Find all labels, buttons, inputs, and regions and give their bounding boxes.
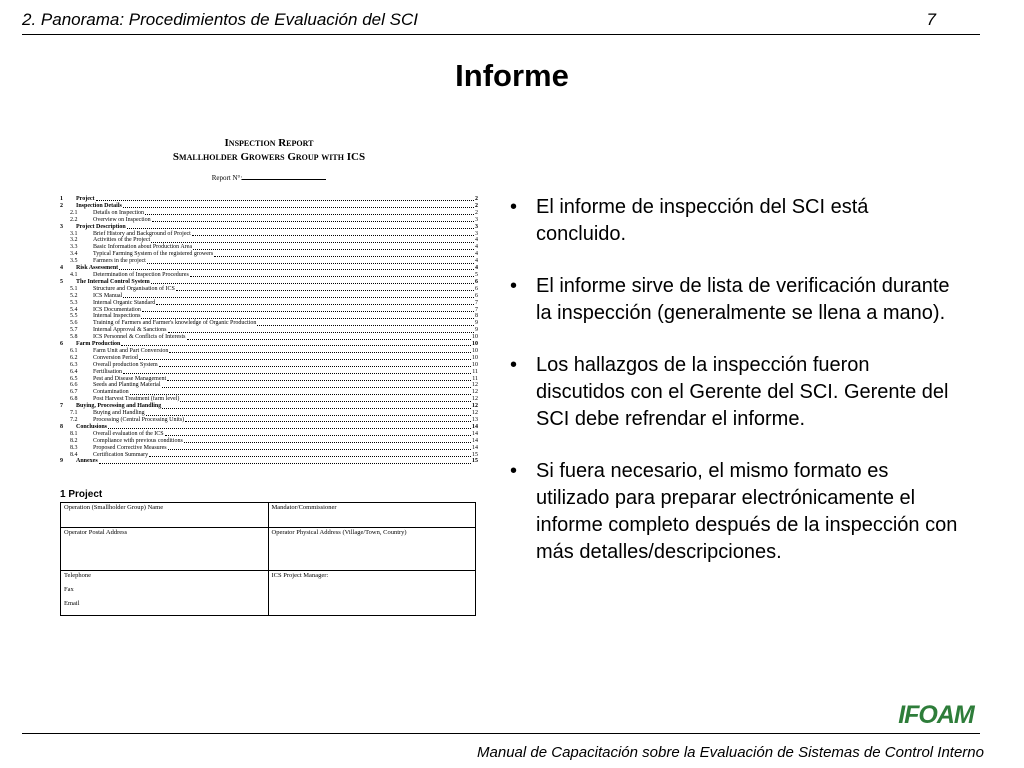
toc-entry [60,293,478,300]
toc-entry [60,362,478,369]
toc-leader-dots [159,362,471,367]
toc-entry-label: Details on Inspection [93,209,144,216]
toc-entry-page: 5 [475,271,478,278]
toc-entry [60,369,478,376]
bullet-text: El informe sirve de lista de verificación durante la inspección (generalmente se llena a mano). [536,275,950,324]
toc-entry-label: Training of Farmers and Farmer's knowledge of Organic Production [93,320,257,327]
toc-entry-label: Farmers in the project [93,258,146,265]
toc-entry-number: 5.3 [70,299,78,306]
toc-entry-label: The Internal Control System [76,278,150,285]
toc-entry-page: 12 [472,389,478,396]
toc-entry [60,396,478,403]
report-title: Inspection Report [224,137,314,149]
toc-leader-dots [156,300,474,305]
toc-leader-dots [187,334,472,339]
toc-entry-label: Overview on Inspection [93,216,151,223]
report-number-label: Report N°: [211,174,243,182]
ifoam-logo [888,700,984,728]
toc-entry-page: 11 [472,375,478,382]
toc-entry-number: 7.2 [70,417,78,423]
physical-address-cell: Operator Physical Address (Village/Town, Country) [268,528,476,571]
project-table [60,502,476,616]
toc-entry-number: 3 [60,223,63,230]
toc-entry [60,203,478,210]
toc-leader-dots [142,307,474,312]
report-number-blank [242,173,326,180]
toc-leader-dots [193,244,474,249]
toc-entry-number: 4 [60,265,63,272]
toc-leader-dots [214,251,474,256]
toc-leader-dots [147,258,474,263]
toc-entry-label: Pest and Disease Management [93,375,167,382]
toc-entry-number: 8.2 [70,437,78,444]
toc-leader-dots [192,231,474,236]
toc-entry-number: 3.2 [70,237,78,244]
toc-entry-page: 2 [475,196,478,202]
telephone-label: Telephone [64,572,91,580]
toc-entry [60,286,478,293]
toc-entry [60,452,478,459]
toc-entry [60,410,478,417]
toc-entry-number: 7 [60,403,63,410]
toc-entry [60,210,478,217]
toc-leader-dots [190,272,474,277]
toc-entry-label: Farm Unit and Part Conversion [93,347,169,354]
toc-entry-label: Determination of Inspection Procedures [93,271,189,278]
toc-entry-number: 6.7 [70,389,78,396]
toc-entry-page: 14 [472,423,478,430]
bullet-item [508,458,958,566]
toc-entry-page: 4 [475,244,478,251]
toc-entry-number: 5.8 [70,334,78,341]
toc-entry-label: Conclusions [76,423,108,430]
toc-entry-label: ICS Documentation [93,306,141,313]
toc-entry-page: 4 [475,251,478,258]
toc-entry-number: 8.4 [70,451,78,458]
fax-label: Fax [64,586,74,594]
toc-leader-dots [145,210,474,215]
toc-entry-page: 7 [475,306,478,313]
toc-entry-label: Typical Farming System of the registered growers [93,251,214,258]
toc-entry-label: Buying, Processing and Handling [76,403,162,410]
toc-entry-label: Internal Inspections [93,313,141,320]
toc-entry-label: Activities of the Project [93,237,151,244]
toc-leader-dots [185,417,471,422]
toc-entry-page: 15 [472,458,478,465]
bullet-text: Los hallazgos de la inspección fueron discutidos con el Gerente del SCI. Gerente del SCI debe refrendar el informe. [536,354,949,430]
toc-entry-page: 3 [475,230,478,237]
toc-entry [60,403,478,410]
toc-entry-number: 6 [60,341,63,348]
toc-entry [60,376,478,383]
toc-entry-label: Certification Summary [93,451,149,458]
toc-entry-page: 10 [472,361,478,368]
toc-entry-label: Internal Organic Standard [93,299,156,306]
toc-entry-number: 1 [60,196,63,202]
toc-entry-label: Annexes [76,458,98,465]
toc-entry-label: Project Description [76,223,126,230]
toc-entry-page: 12 [472,382,478,389]
toc-entry-number: 6.5 [70,375,78,382]
toc-leader-dots [152,217,474,222]
toc-entry-number: 5.5 [70,313,78,320]
footer-text: Manual de Capacitación sobre la Evaluación de Sistemas de Control Interno [477,744,984,761]
toc-leader-dots [139,355,471,360]
toc-entry-label: Basic Information about Production Area [93,244,192,251]
bullet-text: Si fuera necesario, el mismo formato es utilizado para preparar electrónicamente el informe completo después de la inspección con más detalles/descripciones. [536,460,958,563]
toc-leader-dots [127,224,474,229]
footer-divider [22,733,980,734]
toc-entry [60,341,478,348]
toc-entry-label: Compliance with previous conditions [93,437,183,444]
toc-leader-dots [96,196,474,201]
toc-entry-label: Risk Assessment [76,265,119,272]
toc-entry-label: Seeds and Planting Material [93,382,161,389]
toc-leader-dots [130,389,471,394]
toc-entry-number: 3.3 [70,244,78,251]
toc-leader-dots [121,341,471,346]
toc-entry-number: 3.4 [70,251,78,258]
toc-entry-page: 9 [475,327,478,334]
toc-entry-page: 4 [475,237,478,244]
toc-entry [60,224,478,231]
toc-leader-dots [169,348,471,353]
toc-leader-dots [123,293,474,298]
project-heading: 1 Project [60,489,103,501]
toc-entry [60,355,478,362]
toc-entry-page: 10 [472,354,478,361]
toc-entry-page: 10 [472,334,478,341]
toc-entry [60,438,478,445]
toc-leader-dots [165,431,471,436]
toc-entry-number: 6.4 [70,368,78,375]
toc-leader-dots [99,458,471,463]
section-title: 2. Panorama: Procedimientos de Evaluación del SCI [22,10,418,29]
toc-entry [60,445,478,452]
toc-entry-page: 10 [472,347,478,354]
toc-entry-page: 4 [475,258,478,265]
toc-leader-dots [119,265,474,270]
toc-leader-dots [167,376,471,381]
inspection-report-document [60,136,478,720]
toc-entry [60,272,478,279]
bullet-list [508,194,958,591]
toc-entry-page: 12 [472,403,478,410]
toc-entry [60,279,478,286]
toc-entry [60,417,478,424]
toc-entry-number: 5 [60,278,63,285]
toc-entry-label: Internal Approval & Sanctions [93,327,167,334]
toc-leader-dots [184,438,471,443]
toc-entry-page: 6 [475,278,478,285]
toc-entry [60,217,478,224]
toc-entry-page: 10 [472,341,478,348]
toc-entry-number: 4.1 [70,271,78,278]
toc-entry-number: 8.3 [70,444,78,451]
toc-entry-number: 8.1 [70,430,78,437]
toc-entry-label: ICS Personnel & Conflicts of Interests [93,334,186,341]
toc-entry-page: 3 [475,223,478,230]
toc-entry [60,251,478,258]
toc-leader-dots [146,410,471,415]
toc-entry-label: Buying and Handling [93,410,145,417]
ifoam-logo-text: IFOAM [898,701,974,728]
report-number [60,173,478,182]
contact-cell [61,571,269,616]
toc-entry-page: 4 [475,265,478,272]
toc-entry-number: 9 [60,458,63,465]
toc-entry-number: 3.1 [70,230,78,237]
toc-entry-label: Processing (Central Processing Units) [93,417,185,423]
toc-leader-dots [123,369,471,374]
toc-entry-number: 6.3 [70,361,78,368]
toc-entry-label: Overall evaluation of the ICS [93,430,164,437]
toc-entry-page: 11 [472,368,478,375]
toc-entry-number: 2.1 [70,209,78,216]
slide-title: Informe [455,58,569,93]
bullet-text: El informe de inspección del SCI está concluido. [536,196,869,245]
toc-entry-number: 2 [60,202,63,209]
toc-entry-label: Structure and Organisation of ICS [93,285,175,292]
toc-entry-page: 2 [475,209,478,216]
toc-entry-label: Brief History and Background of Project [93,230,191,237]
toc-entry-number: 7.1 [70,410,78,417]
table-of-contents [60,196,478,465]
toc-entry-number: 5.7 [70,327,78,334]
toc-entry-label: Overall production System [93,361,158,368]
toc-entry-number: 6.8 [70,396,78,403]
toc-entry-label: Farm Production [76,341,121,348]
toc-entry-label: Inspection Details [76,202,122,209]
email-label: Email [64,600,80,608]
toc-entry-page: 2 [475,202,478,209]
bullet-item [508,352,958,433]
toc-entry-label: Fertilisation [93,368,122,375]
bullet-item [508,273,958,327]
toc-entry-number: 5.6 [70,320,78,327]
bullet-dot-icon: • [510,196,518,218]
toc-leader-dots [141,313,474,318]
toc-leader-dots [162,403,471,408]
bullet-item [508,194,958,248]
toc-entry [60,265,478,272]
toc-leader-dots [180,396,471,401]
toc-entry [60,307,478,314]
toc-entry [60,382,478,389]
toc-entry-page: 6 [475,285,478,292]
toc-entry-number: 5.2 [70,292,78,299]
toc-entry-number: 6.2 [70,354,78,361]
toc-entry [60,458,478,465]
mandator-cell: Mandator/Commissioner [268,503,476,528]
toc-entry-number: 3.5 [70,258,78,265]
toc-entry-page: 14 [472,430,478,437]
toc-entry-label: Contamination [93,389,129,396]
toc-entry [60,320,478,327]
toc-entry-label: Proposed Corrective Measures [93,444,167,451]
toc-entry-page: 6 [475,292,478,299]
toc-leader-dots [162,382,472,387]
toc-leader-dots [176,286,474,291]
toc-leader-dots [151,237,474,242]
toc-entry-page: 12 [472,410,478,417]
toc-entry [60,348,478,355]
toc-entry-label: Project [76,196,95,202]
toc-entry-label: Conversion Period [93,354,138,361]
toc-entry-number: 8 [60,423,63,430]
toc-entry-label: Post Harvest Treatment (farm level) [93,396,180,403]
toc-entry-number: 5.4 [70,306,78,313]
toc-entry-number: 6.6 [70,382,78,389]
page-number: 7 [926,10,936,29]
toc-entry-page: 14 [472,444,478,451]
bullet-dot-icon: • [510,354,518,376]
toc-entry-page: 15 [472,451,478,458]
toc-entry-page: 14 [472,437,478,444]
toc-leader-dots [151,279,474,284]
toc-entry [60,258,478,265]
toc-entry-number: 5.1 [70,285,78,292]
toc-entry-page: 3 [475,216,478,223]
toc-leader-dots [123,203,474,208]
toc-entry-page: 8 [475,313,478,320]
operation-name-cell: Operation (Smallholder Group) Name [61,503,269,528]
toc-entry [60,300,478,307]
ics-manager-cell: ICS Project Manager: [268,571,476,616]
bullet-dot-icon: • [510,460,518,482]
toc-entry-page: 12 [472,396,478,403]
toc-entry-label: ICS Manual [93,292,123,299]
toc-entry [60,431,478,438]
bullet-dot-icon: • [510,275,518,297]
toc-leader-dots [168,445,471,450]
toc-entry [60,196,478,203]
toc-entry-page: 7 [475,299,478,306]
toc-entry-page: 9 [475,320,478,327]
postal-address-cell: Operator Postal Address [61,528,269,571]
toc-entry [60,334,478,341]
report-subtitle: Smallholder Growers Group with ICS [172,151,366,163]
toc-entry-number: 2.2 [70,216,78,223]
toc-entry-page: 13 [472,417,478,423]
toc-entry [60,424,478,431]
slide-header [22,8,980,35]
toc-leader-dots [257,320,474,325]
toc-leader-dots [108,424,471,429]
toc-entry-number: 6.1 [70,347,78,354]
toc-leader-dots [168,327,475,332]
toc-leader-dots [149,452,471,457]
